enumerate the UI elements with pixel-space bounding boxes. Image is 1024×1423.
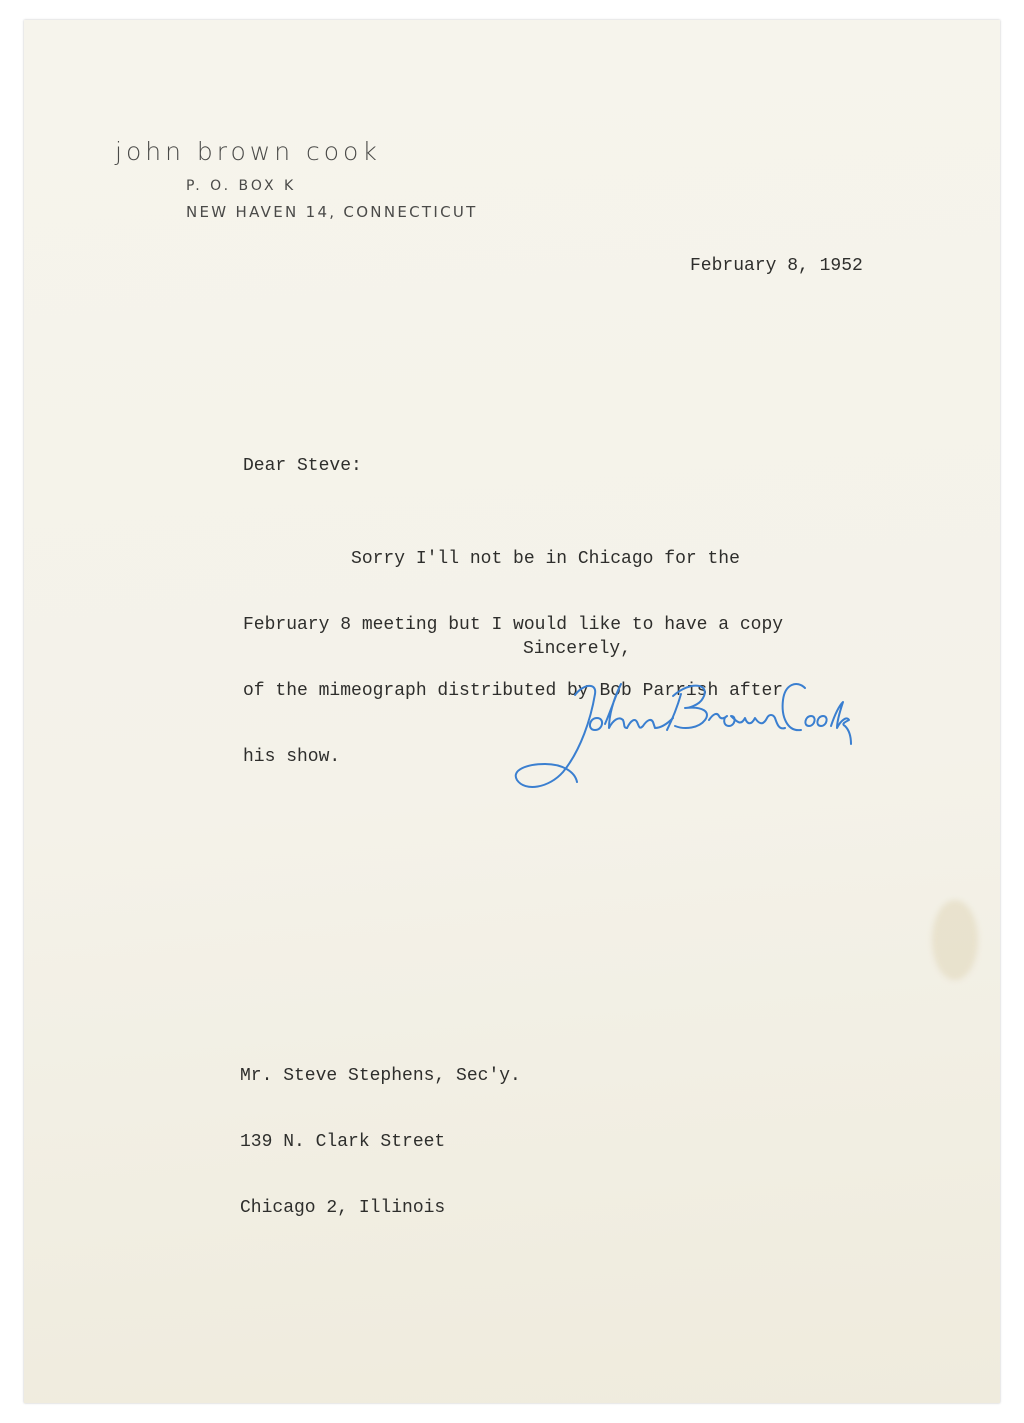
letterhead-city: NEW HAVEN 14, CONNECTICUT [186, 203, 478, 221]
address-line: Mr. Steve Stephens, Sec'y. [240, 1066, 521, 1086]
closing: Sincerely, [523, 639, 632, 659]
letter-date: February 8, 1952 [690, 256, 863, 276]
body-line: his show. [243, 747, 341, 767]
paper-stain [932, 900, 978, 980]
address-line: Chicago 2, Illinois [240, 1198, 446, 1218]
recipient-address [240, 1021, 521, 1263]
body-line: of the mimeograph distributed by Bob Parrish after [243, 681, 784, 701]
letterhead-name: john brown cook [115, 137, 381, 166]
address-line: 139 N. Clark Street [240, 1132, 446, 1152]
body-line: February 8 meeting but I would like to have a copy [243, 615, 784, 635]
salutation: Dear Steve: [243, 456, 362, 476]
letterhead-po-box: P. O. BOX K [186, 178, 297, 194]
body-line: Sorry I'll not be in Chicago for the [243, 549, 740, 569]
handwritten-signature [505, 660, 865, 800]
